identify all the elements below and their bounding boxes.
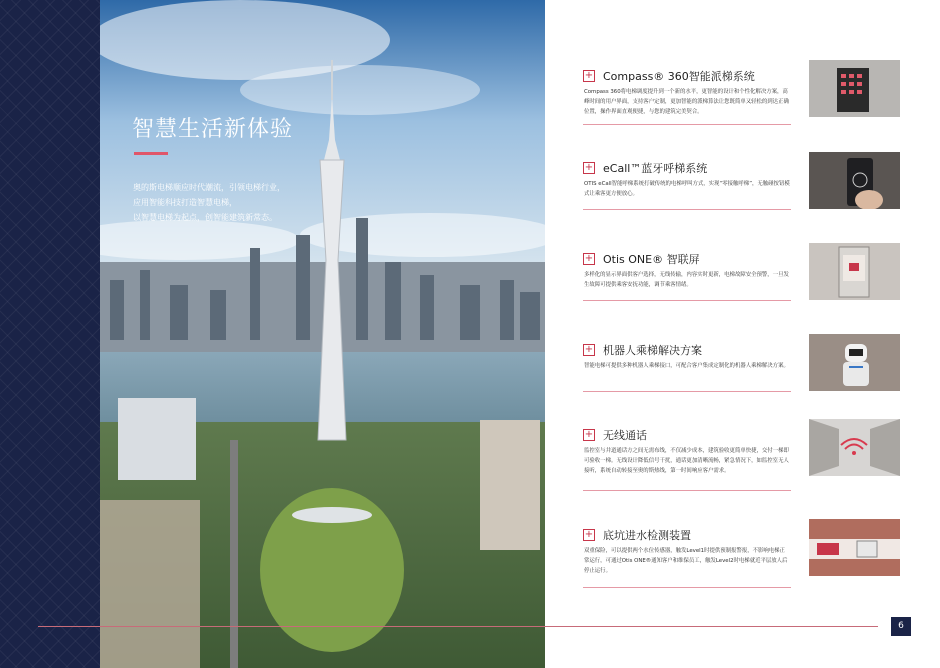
plus-icon[interactable]: + — [584, 70, 594, 81]
plus-icon[interactable]: + — [584, 429, 594, 440]
plus-icon[interactable]: + — [584, 253, 594, 264]
plus-icon[interactable]: + — [584, 162, 594, 173]
hero-title: 智慧生活新体验 — [132, 117, 294, 142]
feature-title: 机器人乘梯解决方案 — [603, 344, 702, 357]
feature-description: OTIS eCall智能呼梯系统打破传统的电梯呼叫方式，实现“零接触呼梯”，无触碰按钮模式让乘客更方便放心。 — [584, 181, 790, 197]
wireless-signal-photo — [809, 419, 900, 476]
robot-photo — [809, 334, 900, 391]
feature-description: Compass 360将电梯调度提升到一个新的水平，更智能的设计和个性化解决方案，高峰时间的用户界面，支持客户定制，更加智能的派梯算法让您既简单又轻松的到达正确位置，操作界面直观便捷，与您的建筑完美契合。 — [584, 89, 789, 115]
divider — [583, 490, 791, 491]
feature-description: 监控室与井道通话方之间无需布线，不仅减少成本，建筑验收更简单快捷，交付一梯即可验收一梯。无线设计降低信号干扰，通话更加清晰流畅，紧急情况下，如监控室无人接听，系统自动转接至奥的斯热线，第一时间响应客户需求。 — [584, 448, 789, 474]
divider — [583, 587, 791, 588]
divider — [583, 300, 791, 301]
hero-line: 奥的斯电梯顺应时代潮流，引领电梯行业， — [133, 183, 285, 192]
smart-screen-photo — [809, 243, 900, 300]
footer-rule — [38, 626, 878, 627]
hero-copy — [133, 180, 285, 225]
feature-description: 多样化的显示界面供客户选择，无线传输，内容实时更新，电梯故障安全预警，一旦发生故障可提供乘客安抚功能，调节乘客情绪。 — [584, 272, 789, 288]
page-number: 6 — [891, 617, 911, 636]
feature-description: 智能电梯可提供多种机器人乘梯接口，可配合客户集成定制化的机器人乘梯解决方案。 — [584, 363, 789, 369]
feature-title: Compass® 360智能派梯系统 — [603, 70, 755, 83]
feature-title: Otis ONE® 智联屏 — [603, 253, 700, 266]
plus-icon[interactable]: + — [584, 344, 594, 355]
feature-title: eCall™蓝牙呼梯系统 — [603, 162, 708, 175]
hero-line: 以智慧电梯为起点，创智能建筑新常态。 — [133, 213, 277, 222]
feature-title: 底坑进水检测装置 — [603, 529, 691, 542]
decorative-navy-band — [0, 0, 100, 668]
divider — [583, 124, 791, 125]
phone-app-photo — [809, 152, 900, 209]
feature-title: 无线通话 — [603, 429, 647, 442]
keypad-panel-photo — [809, 60, 900, 117]
title-accent-bar — [134, 152, 168, 155]
plus-icon[interactable]: + — [584, 529, 594, 540]
hero-line: 应用智能科技打造智慧电梯， — [133, 198, 237, 207]
divider — [583, 209, 791, 210]
water-sensor-photo — [809, 519, 900, 576]
feature-description: 双重保险，可以提供两个水位传感器，触发Level1时提供预制报警报，不影响电梯正常运行，可通过Otis ONE®通知客户和维保员工，触发Level2时电梯就近平层放人后停止运行。 — [584, 548, 788, 574]
city-tower-photo — [100, 0, 545, 668]
divider — [583, 391, 791, 392]
